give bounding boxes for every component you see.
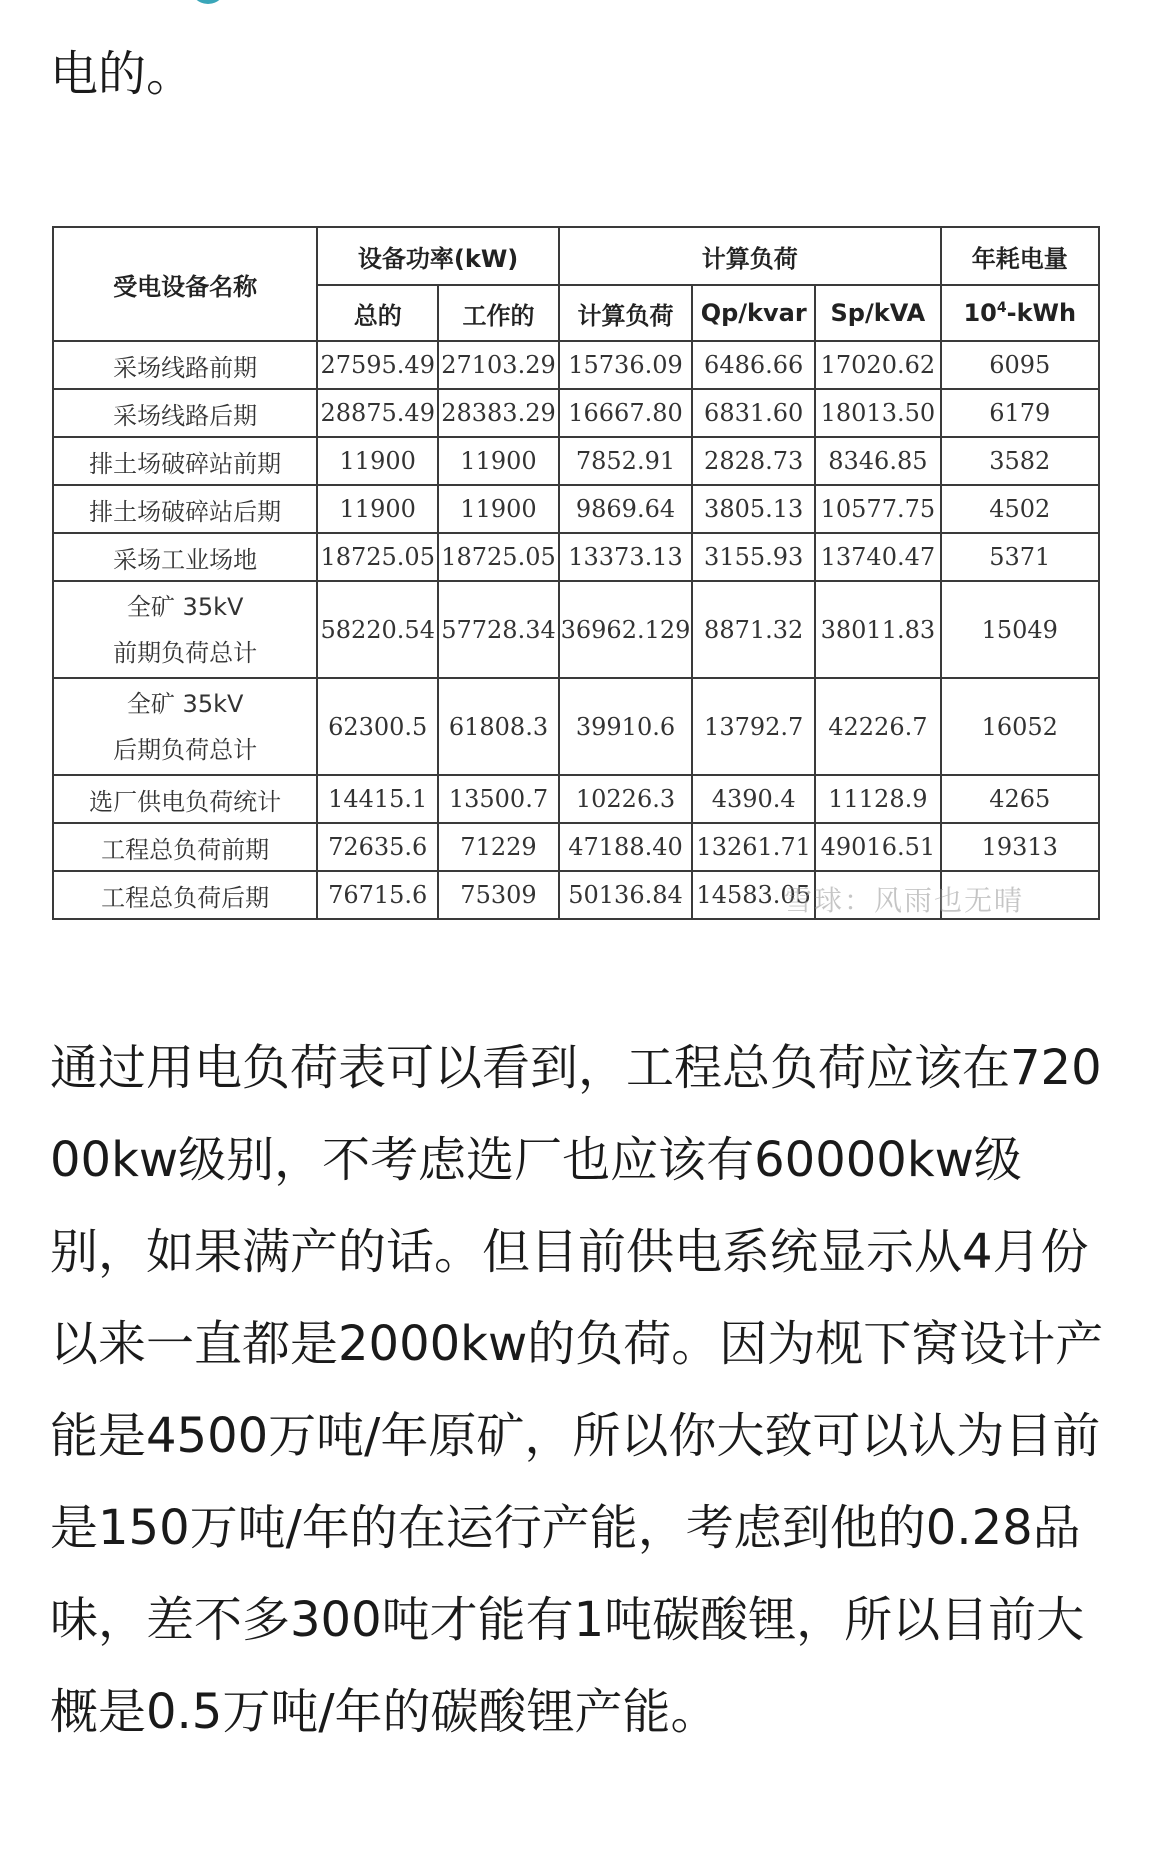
cell-working: 11900 bbox=[438, 485, 559, 533]
cell-energy: 6095 bbox=[941, 341, 1099, 389]
cell-qp: 6486.66 bbox=[692, 341, 815, 389]
header-load-group: 计算负荷 bbox=[559, 227, 941, 285]
header-qp: Qp/kvar bbox=[692, 285, 815, 341]
row-name: 工程总负荷后期 bbox=[53, 871, 317, 919]
watermark: 雪球：风雨也无晴 bbox=[784, 884, 1025, 917]
cell-total: 76715.6 bbox=[317, 871, 438, 919]
cell-sp: 18013.50 bbox=[815, 389, 940, 437]
row-name: 采场线路前期 bbox=[53, 341, 317, 389]
cell-working: 71229 bbox=[438, 823, 559, 871]
cell-sp: 49016.51 bbox=[815, 823, 940, 871]
row-name: 工程总负荷前期 bbox=[53, 823, 317, 871]
cell-calc-load: 39910.6 bbox=[559, 678, 692, 775]
cell-total: 62300.5 bbox=[317, 678, 438, 775]
cell-energy: 4502 bbox=[941, 485, 1099, 533]
header-energy-unit bbox=[941, 285, 1099, 341]
energy-unit-base: 10 bbox=[963, 299, 997, 327]
cell-energy: 15049 bbox=[941, 581, 1099, 678]
table-row bbox=[53, 823, 1099, 871]
cell-qp: 14583.05 bbox=[692, 871, 815, 919]
electric-load-table-image[interactable] bbox=[52, 226, 1100, 920]
cell-qp: 8871.32 bbox=[692, 581, 815, 678]
header-sp: Sp/kVA bbox=[815, 285, 940, 341]
cell-working: 11900 bbox=[438, 437, 559, 485]
top-accent-mark bbox=[190, 0, 226, 4]
table-row bbox=[53, 533, 1099, 581]
cell-calc-load: 7852.91 bbox=[559, 437, 692, 485]
cell-calc-load: 9869.64 bbox=[559, 485, 692, 533]
cell-qp: 13792.7 bbox=[692, 678, 815, 775]
row-name-line2: 后期负荷总计 bbox=[113, 735, 258, 764]
cell-energy: 16052 bbox=[941, 678, 1099, 775]
table-row bbox=[53, 581, 1099, 678]
row-name bbox=[53, 581, 317, 678]
cell-working: 75309 bbox=[438, 871, 559, 919]
energy-unit-tail: -kWh bbox=[1006, 299, 1077, 327]
table-row bbox=[53, 437, 1099, 485]
cell-working: 13500.7 bbox=[438, 775, 559, 823]
cell-energy: 19313 bbox=[941, 823, 1099, 871]
cell-calc-load: 47188.40 bbox=[559, 823, 692, 871]
cell-sp: 13740.47 bbox=[815, 533, 940, 581]
cell-sp: 17020.62 bbox=[815, 341, 940, 389]
cell-total: 11900 bbox=[317, 437, 438, 485]
cell-calc-load: 50136.84 bbox=[559, 871, 692, 919]
header-working: 工作的 bbox=[438, 285, 559, 341]
row-name: 排土场破碎站后期 bbox=[53, 485, 317, 533]
cell-total: 58220.54 bbox=[317, 581, 438, 678]
row-name-line1: 全矿 35kV bbox=[126, 592, 244, 621]
cell-qp: 3155.93 bbox=[692, 533, 815, 581]
cell-sp: 38011.83 bbox=[815, 581, 940, 678]
row-name: 排土场破碎站前期 bbox=[53, 437, 317, 485]
cell-working: 27103.29 bbox=[438, 341, 559, 389]
cell-energy: 5371 bbox=[941, 533, 1099, 581]
cell-calc-load: 13373.13 bbox=[559, 533, 692, 581]
row-name: 采场线路后期 bbox=[53, 389, 317, 437]
header-total: 总的 bbox=[317, 285, 438, 341]
table-row bbox=[53, 775, 1099, 823]
cell-qp: 6831.60 bbox=[692, 389, 815, 437]
cell-sp: 10577.75 bbox=[815, 485, 940, 533]
cell-calc-load: 10226.3 bbox=[559, 775, 692, 823]
cell-energy: 4265 bbox=[941, 775, 1099, 823]
row-name-line1: 全矿 35kV bbox=[126, 689, 244, 718]
header-power-group: 设备功率(kW) bbox=[317, 227, 559, 285]
cell-sp: 42226.7 bbox=[815, 678, 940, 775]
cell-total: 28875.49 bbox=[317, 389, 438, 437]
cell-total: 72635.6 bbox=[317, 823, 438, 871]
row-name: 选厂供电负荷统计 bbox=[53, 775, 317, 823]
intro-text-tail: 电的。 bbox=[50, 46, 195, 102]
row-name: 采场工业场地 bbox=[53, 533, 317, 581]
cell-calc-load: 36962.129 bbox=[559, 581, 692, 678]
table-row bbox=[53, 678, 1099, 775]
energy-unit-exp: 4 bbox=[996, 300, 1007, 316]
cell-calc-load: 15736.09 bbox=[559, 341, 692, 389]
cell-sp: 8346.85 bbox=[815, 437, 940, 485]
cell-energy: 6179 bbox=[941, 389, 1099, 437]
cell-energy: 3582 bbox=[941, 437, 1099, 485]
cell-qp: 2828.73 bbox=[692, 437, 815, 485]
table-header-row bbox=[53, 227, 1099, 285]
cell-qp: 3805.13 bbox=[692, 485, 815, 533]
cell-qp: 4390.4 bbox=[692, 775, 815, 823]
table-row bbox=[53, 389, 1099, 437]
row-name-line2: 前期负荷总计 bbox=[113, 638, 258, 667]
cell-sp: 11128.9 bbox=[815, 775, 940, 823]
cell-total: 14415.1 bbox=[317, 775, 438, 823]
cell-working: 18725.05 bbox=[438, 533, 559, 581]
cell-total: 18725.05 bbox=[317, 533, 438, 581]
row-name bbox=[53, 678, 317, 775]
header-energy-group: 年耗电量 bbox=[941, 227, 1099, 285]
header-calc-load: 计算负荷 bbox=[559, 285, 692, 341]
cell-total: 11900 bbox=[317, 485, 438, 533]
cell-working: 61808.3 bbox=[438, 678, 559, 775]
electric-load-table bbox=[52, 226, 1100, 920]
cell-working: 28383.29 bbox=[438, 389, 559, 437]
cell-calc-load: 16667.80 bbox=[559, 389, 692, 437]
table-row bbox=[53, 485, 1099, 533]
table-row bbox=[53, 341, 1099, 389]
header-device-name: 受电设备名称 bbox=[53, 227, 317, 341]
analysis-paragraph: 通过用电负荷表可以看到，工程总负荷应该在72000kw级别，不考虑选厂也应该有60000kw级别，如果满产的话。但目前供电系统显示从4月份以来一直都是2000kw的负荷。因为枧下窝设计产能是4500万吨/年原矿，所以你大致可以认为目前是150万吨/年的在运行产能，考虑到他的0.28品味，差不多300吨才能有1吨碳酸锂，所以目前大概是0.5万吨/年的碳酸锂产能。 bbox=[50, 1040, 1104, 1740]
cell-qp: 13261.71 bbox=[692, 823, 815, 871]
cell-total: 27595.49 bbox=[317, 341, 438, 389]
cell-working: 57728.34 bbox=[438, 581, 559, 678]
